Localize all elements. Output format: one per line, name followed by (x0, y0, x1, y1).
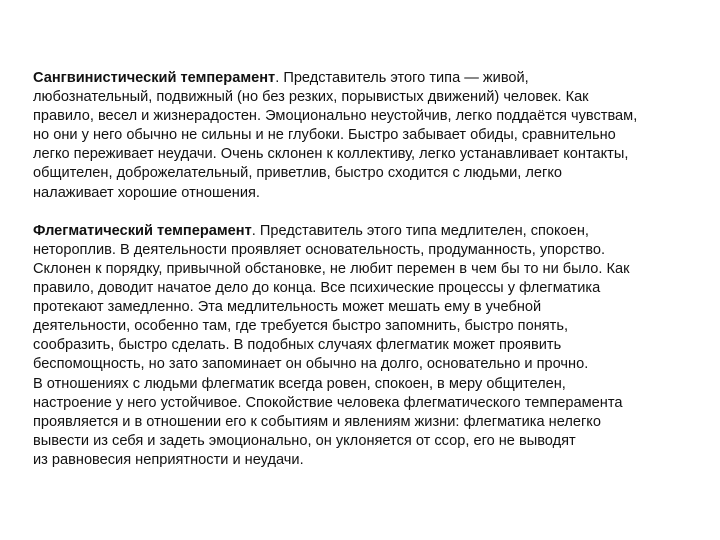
text-line (33, 222, 693, 241)
text-line: беспомощность, но зато запоминает он обычно на долго, основательно и прочно. (33, 356, 589, 373)
text-line: но они у него обычно не сильны и не глубоки. Быстро забывает обиды, сравнительно (33, 127, 616, 144)
text-line: Склонен к порядку, привычной обстановке, не любит перемен в чем бы то ни было. Как (33, 260, 630, 277)
text-line: протекают замедленно. Эта медлительность может мешать ему в учебной (33, 299, 542, 316)
term-heading: Флегматический темперамент (33, 222, 252, 239)
text-line: общителен, доброжелательный, приветлив, быстро сходится с людьми, легко (33, 165, 563, 182)
paragraph-gap (33, 203, 693, 222)
text-line: правило, весел и жизнерадостен. Эмоционально неустойчив, легко поддаётся чувствам, (33, 108, 638, 125)
term-heading: Сангвинистический темперамент (33, 70, 276, 86)
line-text: . Представитель этого типа — живой, (275, 70, 529, 86)
text-line: сообразить, быстро сделать. В подобных случаях флегматик может проявить (33, 337, 562, 354)
text-line: налаживает хорошие отношения. (33, 184, 260, 201)
paragraph-phlegmatic (33, 222, 693, 470)
text-line: настроение у него устойчивое. Спокойствие человека флегматического темперамента (33, 394, 623, 411)
text-line: нетороплив. В деятельности проявляет основательность, продуманность, упорство. (33, 241, 606, 258)
text-line: вывести из себя и задеть эмоционально, он уклоняется от ссор, его не выводят (33, 432, 576, 449)
text-line: легко переживает неудачи. Очень склонен к коллективу, легко устанавливает контакты, (33, 146, 629, 163)
text-line: проявляется и в отношении его к событиям и явлениям жизни: флегматика нелегко (33, 413, 601, 430)
text-line: правило, доводит начатое дело до конца. Все психические процессы у флегматика (33, 280, 601, 297)
text-line: деятельности, особенно там, где требуется быстро запомнить, быстро понять, (33, 318, 569, 335)
text-body (33, 69, 693, 470)
text-line: В отношениях с людьми флегматик всегда ровен, спокоен, в меру общителен, (33, 375, 566, 392)
line-text: . Представитель этого типа медлителен, спокоен, (251, 222, 589, 239)
paragraph-sanguine (33, 69, 693, 203)
text-line: из равновесия неприятности и неудачи. (33, 451, 304, 468)
text-line: любознательный, подвижный (но без резких, порывистых движений) человек. Как (33, 89, 589, 106)
text-line (33, 69, 693, 88)
